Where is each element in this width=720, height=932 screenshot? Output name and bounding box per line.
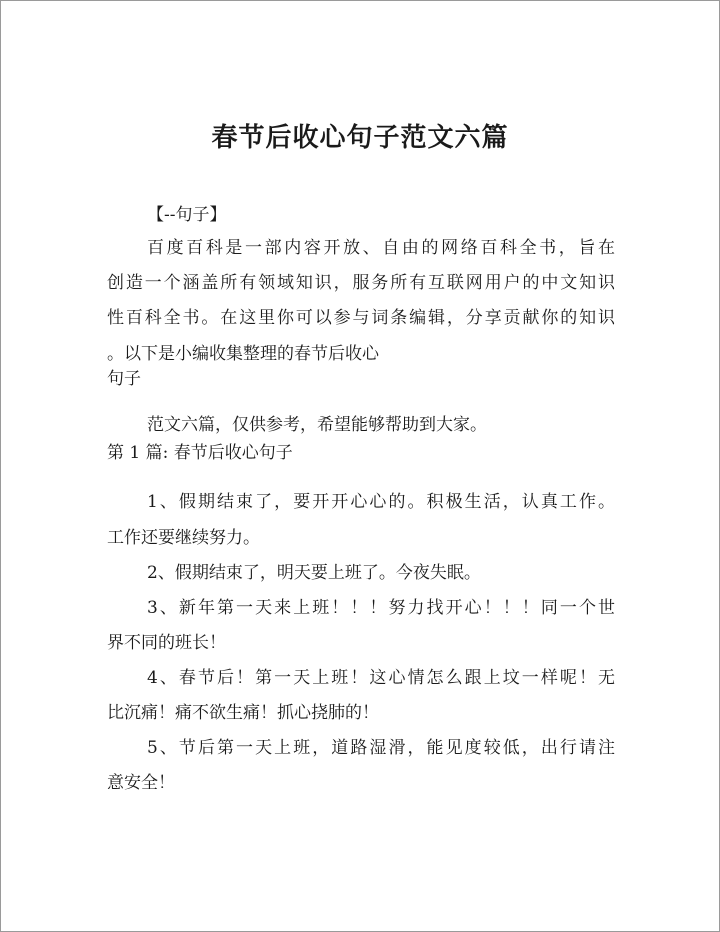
item-5-line-1: 5、节后第一天上班，道路湿滑，能见度较低，出行请注 (147, 738, 615, 758)
item-4-line-2: 比沉痛！痛不欲生痛！抓心挠肺的！ (107, 703, 379, 723)
intro-line-6: 范文六篇，仅供参考，希望能够帮助到大家。 (147, 415, 487, 435)
intro-line-2: 创造一个涵盖所有领域知识，服务所有互联网用户的中文知识 (107, 273, 615, 293)
item-1-line-2: 工作还要继续努力。 (107, 528, 260, 548)
document-title: 春节后收心句子范文六篇 (211, 123, 509, 153)
item-3-line-2: 界不同的班长！ (107, 633, 226, 653)
item-1-line-1: 1、假期结束了，要开开心心的。积极生活，认真工作。 (147, 492, 615, 512)
item-3-line-1: 3、新年第一天来上班！！！努力找开心！！！同一个世 (147, 598, 615, 618)
intro-line-3: 性百科全书。在这里你可以参与词条编辑，分享贡献你的知识 (107, 308, 615, 328)
item-2-line-1: 2、假期结束了，明天要上班了。今夜失眠。 (147, 563, 481, 583)
item-4-line-1: 4、春节后！第一天上班！这心情怎么跟上坟一样呢！无 (147, 668, 615, 688)
intro-line-1: 百度百科是一部内容开放、自由的网络百科全书，旨在 (147, 238, 615, 258)
item-5-line-2: 意安全！ (107, 773, 175, 793)
section-heading: 第 1 篇: 春节后收心句子 (107, 443, 293, 463)
intro-line-5: 句子 (107, 369, 141, 389)
category-tag: 【--句子】 (147, 205, 227, 225)
intro-line-4: 。以下是小编收集整理的春节后收心 (107, 344, 379, 364)
